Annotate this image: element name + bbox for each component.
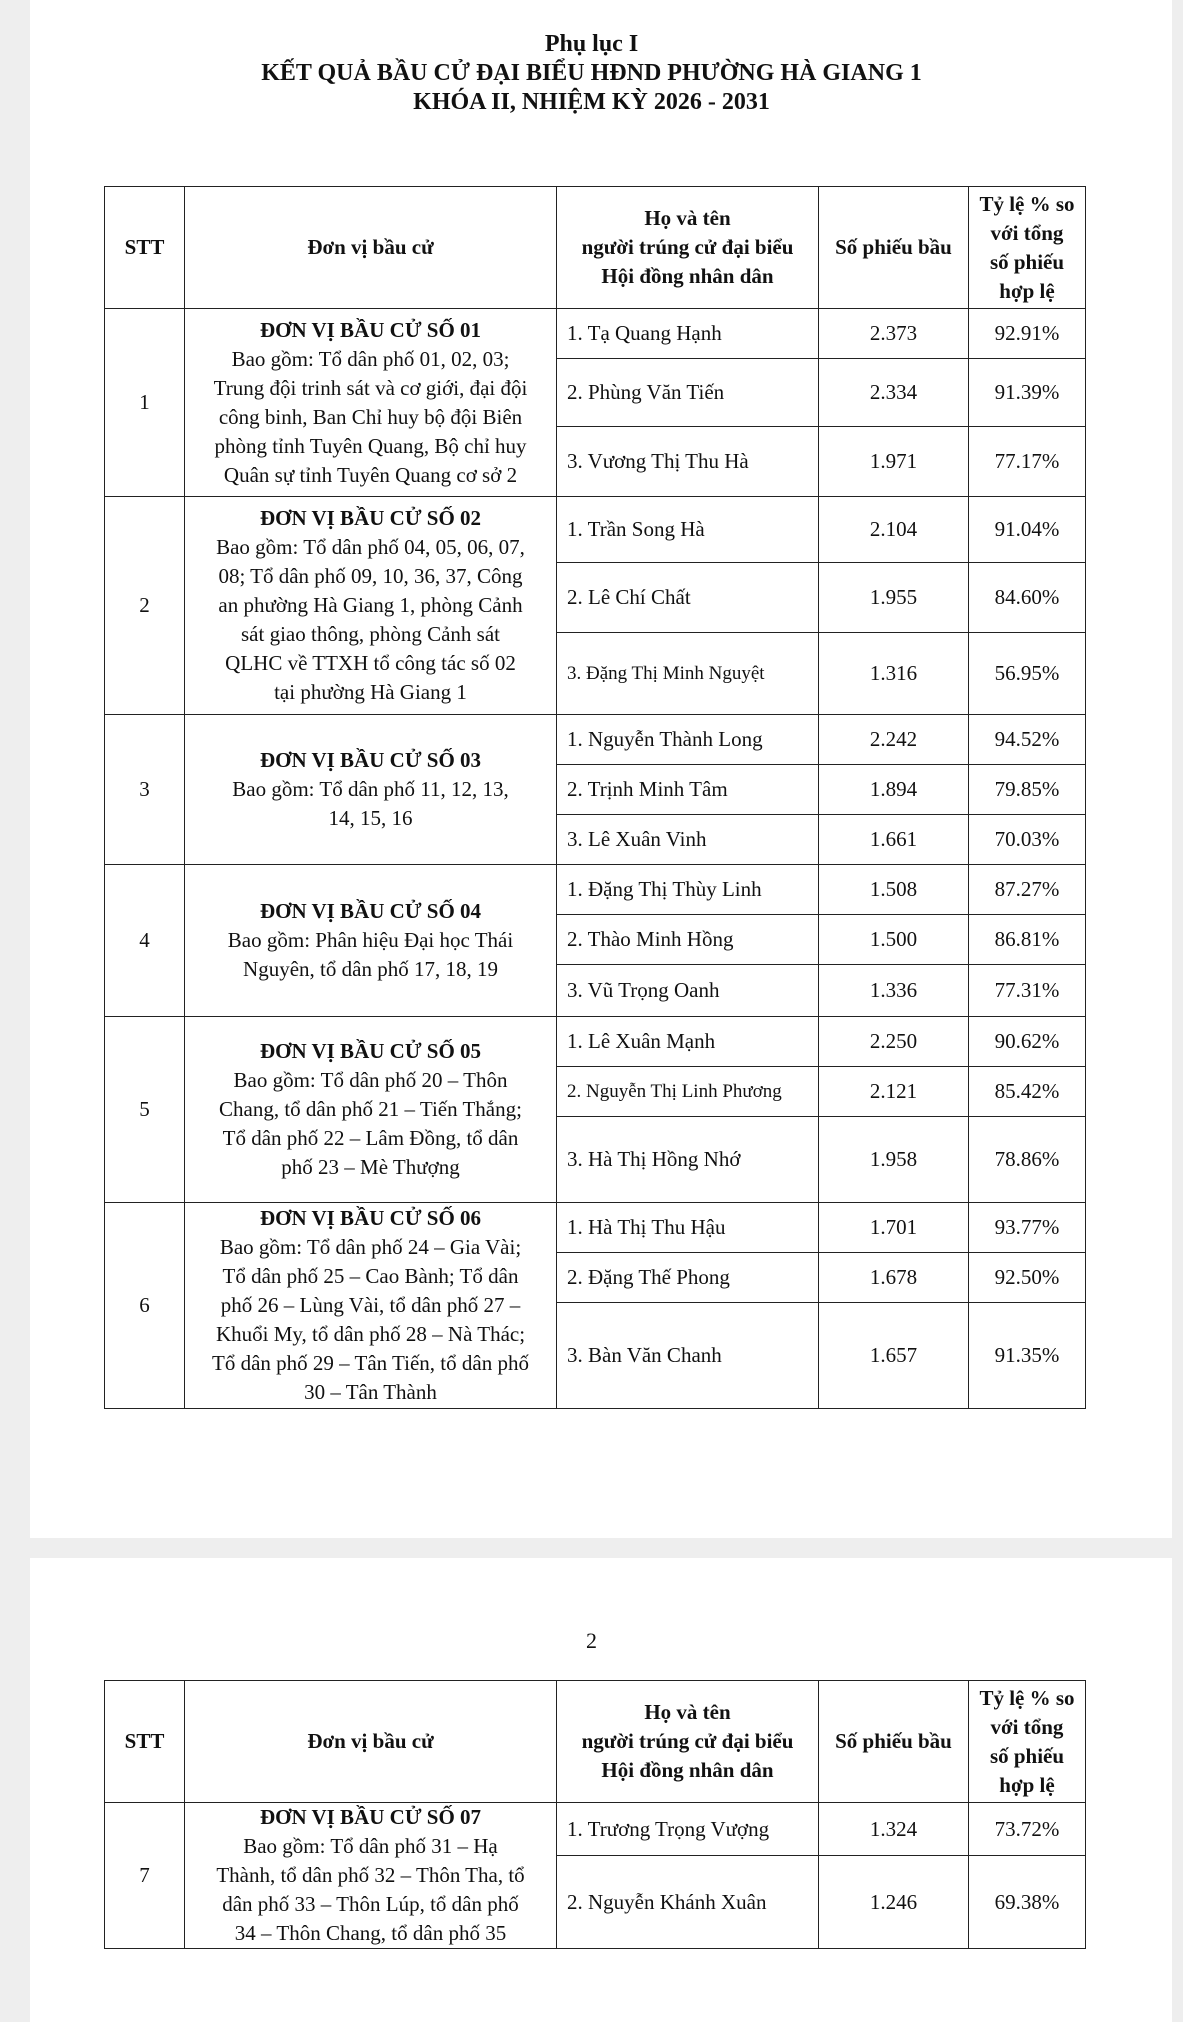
vote-percentage: 85.42% <box>969 1067 1086 1117</box>
candidate-name: 3. Vương Thị Thu Hà <box>557 427 819 497</box>
unit-description-line: an phường Hà Giang 1, phòng Cảnh <box>218 593 523 617</box>
unit-description-line: Bao gồm: Tổ dân phố 01, 02, 03; <box>231 346 510 371</box>
unit-description-line: sát giao thông, phòng Cảnh sát <box>241 622 500 646</box>
appendix-title: Phụ lục I <box>544 31 639 57</box>
unit-description-line: phố 23 – Mè Thượng <box>281 1155 460 1179</box>
vote-percentage: 77.17% <box>969 427 1086 497</box>
candidate-name: 3. Vũ Trọng Oanh <box>557 965 819 1017</box>
header-name <box>557 187 819 309</box>
vote-percentage: 70.03% <box>969 815 1086 865</box>
vote-percentage: 93.77% <box>969 1203 1086 1253</box>
header-pct-line: với tổng <box>990 220 1064 245</box>
table-row <box>105 309 1086 359</box>
term-title: KHÓA II, NHIỆM KỲ 2026 - 2031 <box>413 89 770 115</box>
vote-percentage: 56.95% <box>969 633 1086 715</box>
vote-percentage: 86.81% <box>969 915 1086 965</box>
vote-percentage: 87.27% <box>969 865 1086 915</box>
header-name-line: Hội đồng nhân dân <box>601 264 774 288</box>
vote-count: 1.971 <box>819 427 969 497</box>
header-votes: Số phiếu bầu <box>819 1681 969 1803</box>
table-header-row <box>105 187 1086 309</box>
unit-description-line: Tổ dân phố 29 – Tân Tiến, tổ dân phố <box>212 1351 529 1375</box>
unit-description-line: công binh, Ban Chỉ huy bộ đội Biên <box>218 404 523 429</box>
candidate-name: 3. Bàn Văn Chanh <box>557 1303 819 1409</box>
vote-count: 1.500 <box>819 915 969 965</box>
vote-percentage: 91.04% <box>969 497 1086 563</box>
header-stt: STT <box>105 1681 185 1803</box>
candidate-name: 2. Phùng Văn Tiến <box>557 359 819 427</box>
header-votes: Số phiếu bầu <box>819 187 969 309</box>
vote-count: 2.104 <box>819 497 969 563</box>
unit-description-line: Bao gồm: Tổ dân phố 31 – Hạ <box>243 1834 498 1858</box>
unit-stt: 1 <box>105 309 185 497</box>
unit-description-line: Nguyên, tổ dân phố 17, 18, 19 <box>243 957 498 981</box>
header-name-line: Họ và tên <box>644 206 731 230</box>
vote-count: 2.250 <box>819 1017 969 1067</box>
candidate-name: 2. Đặng Thế Phong <box>557 1253 819 1303</box>
vote-percentage: 77.31% <box>969 965 1086 1017</box>
table-row <box>105 715 1086 765</box>
header-pct-line: hợp lệ <box>999 1772 1055 1797</box>
table-header-row <box>105 1681 1086 1803</box>
header-pct-line: số phiếu <box>989 249 1065 274</box>
vote-percentage: 91.39% <box>969 359 1086 427</box>
candidate-name: 1. Đặng Thị Thùy Linh <box>557 865 819 915</box>
unit-description-line: Tổ dân phố 22 – Lâm Đồng, tổ dân <box>222 1126 519 1150</box>
candidate-name: 2. Lê Chí Chất <box>557 563 819 633</box>
header-pct <box>969 1681 1086 1803</box>
header-name-line: người trúng cử đại biểu <box>581 1729 794 1753</box>
vote-percentage: 73.72% <box>969 1803 1086 1856</box>
vote-count: 2.242 <box>819 715 969 765</box>
unit-heading: ĐƠN VỊ BẦU CỬ SỐ 07 <box>259 1805 482 1829</box>
vote-percentage: 91.35% <box>969 1303 1086 1409</box>
unit-heading: ĐƠN VỊ BẦU CỬ SỐ 02 <box>259 506 482 530</box>
unit-stt: 7 <box>105 1803 185 1949</box>
vote-count: 1.508 <box>819 865 969 915</box>
vote-count: 1.661 <box>819 815 969 865</box>
unit-stt: 5 <box>105 1017 185 1203</box>
unit-description-line: 08; Tổ dân phố 09, 10, 36, 37, Công <box>218 564 523 588</box>
unit-description <box>185 865 557 1017</box>
unit-description-line: Tổ dân phố 25 – Cao Bành; Tổ dân <box>222 1264 519 1288</box>
unit-description-line: dân phố 33 – Thôn Lúp, tổ dân phố <box>222 1892 519 1916</box>
candidate-name: 1. Tạ Quang Hạnh <box>557 309 819 359</box>
candidate-name: 3. Hà Thị Hồng Nhớ <box>557 1117 819 1203</box>
unit-description-line: 34 – Thôn Chang, tổ dân phố 35 <box>234 1921 507 1945</box>
unit-description-line: Chang, tổ dân phố 21 – Tiến Thắng; <box>219 1097 522 1121</box>
table-row <box>105 1017 1086 1067</box>
unit-description-line: phố 26 – Lùng Vài, tổ dân phố 27 – <box>220 1293 521 1317</box>
header-stt: STT <box>105 187 185 309</box>
unit-description-line: Thành, tổ dân phố 32 – Thôn Tha, tổ <box>216 1863 525 1887</box>
header-name-line: người trúng cử đại biểu <box>581 235 794 259</box>
vote-count: 1.955 <box>819 563 969 633</box>
unit-description-line: Bao gồm: Tổ dân phố 24 – Gia Vài; <box>219 1235 522 1259</box>
vote-percentage: 79.85% <box>969 765 1086 815</box>
vote-percentage: 90.62% <box>969 1017 1086 1067</box>
table-row <box>105 1803 1086 1856</box>
unit-description-line: QLHC về TTXH tổ công tác số 02 <box>225 651 516 675</box>
candidate-name: 1. Trương Trọng Vượng <box>557 1803 819 1856</box>
candidate-name: 1. Hà Thị Thu Hậu <box>557 1203 819 1253</box>
unit-description <box>185 497 557 715</box>
header-unit: Đơn vị bầu cử <box>185 187 557 309</box>
header-pct-line: hợp lệ <box>999 278 1055 303</box>
header-unit: Đơn vị bầu cử <box>185 1681 557 1803</box>
unit-heading: ĐƠN VỊ BẦU CỬ SỐ 06 <box>259 1206 482 1230</box>
candidate-name: 2. Nguyễn Khánh Xuân <box>557 1856 819 1949</box>
unit-stt: 3 <box>105 715 185 865</box>
unit-description <box>185 715 557 865</box>
unit-description-line: Khuổi My, tổ dân phố 28 – Nà Thác; <box>215 1322 526 1346</box>
unit-description-line: tại phường Hà Giang 1 <box>274 680 467 704</box>
vote-count: 1.678 <box>819 1253 969 1303</box>
header-pct-line: với tổng <box>990 1714 1064 1739</box>
unit-heading: ĐƠN VỊ BẦU CỬ SỐ 05 <box>259 1039 482 1063</box>
vote-count: 1.958 <box>819 1117 969 1203</box>
vote-count: 2.334 <box>819 359 969 427</box>
unit-description-line: Bao gồm: Tổ dân phố 20 – Thôn <box>233 1068 508 1092</box>
unit-description-line: phòng tỉnh Tuyên Quang, Bộ chỉ huy <box>214 433 527 458</box>
vote-count: 2.373 <box>819 309 969 359</box>
vote-count: 1.657 <box>819 1303 969 1409</box>
header-name-line: Họ và tên <box>644 1700 731 1724</box>
candidate-name: 3. Lê Xuân Vinh <box>557 815 819 865</box>
unit-description <box>185 309 557 497</box>
header-name <box>557 1681 819 1803</box>
vote-count: 1.324 <box>819 1803 969 1856</box>
unit-description <box>185 1803 557 1949</box>
candidate-name: 2. Trịnh Minh Tâm <box>557 765 819 815</box>
unit-description-line: Bao gồm: Tổ dân phố 04, 05, 06, 07, <box>216 535 525 559</box>
header-name-line: Hội đồng nhân dân <box>601 1758 774 1782</box>
unit-description-line: Quân sự tỉnh Tuyên Quang cơ sở 2 <box>223 462 518 487</box>
candidate-name: 1. Trần Song Hà <box>557 497 819 563</box>
header-pct <box>969 187 1086 309</box>
candidate-name: 3. Đặng Thị Minh Nguyệt <box>557 633 819 715</box>
candidate-name: 2. Thào Minh Hồng <box>557 915 819 965</box>
unit-heading: ĐƠN VỊ BẦU CỬ SỐ 04 <box>259 899 482 923</box>
vote-count: 2.121 <box>819 1067 969 1117</box>
page-number: 2 <box>586 1628 597 1653</box>
unit-heading: ĐƠN VỊ BẦU CỬ SỐ 03 <box>259 748 482 772</box>
unit-description-line: Bao gồm: Tổ dân phố 11, 12, 13, <box>232 777 509 801</box>
vote-count: 1.336 <box>819 965 969 1017</box>
candidate-name: 1. Lê Xuân Mạnh <box>557 1017 819 1067</box>
vote-count: 1.316 <box>819 633 969 715</box>
vote-count: 1.701 <box>819 1203 969 1253</box>
header-pct-line: Tỷ lệ % so <box>979 191 1075 216</box>
vote-percentage: 94.52% <box>969 715 1086 765</box>
vote-percentage: 78.86% <box>969 1117 1086 1203</box>
header-pct-line: Tỷ lệ % so <box>979 1685 1075 1710</box>
table-row <box>105 497 1086 563</box>
table-row <box>105 865 1086 915</box>
candidate-name: 1. Nguyễn Thành Long <box>557 715 819 765</box>
vote-count: 1.894 <box>819 765 969 815</box>
header-pct-line: số phiếu <box>989 1743 1065 1768</box>
unit-description <box>185 1203 557 1409</box>
vote-count: 1.246 <box>819 1856 969 1949</box>
document-title <box>0 30 1183 117</box>
results-table-page-1 <box>104 186 1086 1409</box>
unit-description-line: Trung đội trinh sát và cơ giới, đại đội <box>213 375 528 400</box>
unit-stt: 4 <box>105 865 185 1017</box>
unit-description-line: 30 – Tân Thành <box>304 1380 437 1404</box>
unit-stt: 6 <box>105 1203 185 1409</box>
unit-description-line: Bao gồm: Phân hiệu Đại học Thái <box>227 928 514 952</box>
vote-percentage: 69.38% <box>969 1856 1086 1949</box>
main-title: KẾT QUẢ BẦU CỬ ĐẠI BIỂU HĐND PHƯỜNG HÀ GIANG 1 <box>261 60 922 86</box>
unit-stt: 2 <box>105 497 185 715</box>
vote-percentage: 92.50% <box>969 1253 1086 1303</box>
table-row <box>105 1203 1086 1253</box>
unit-description-line: 14, 15, 16 <box>328 806 413 830</box>
unit-description <box>185 1017 557 1203</box>
results-table-page-2 <box>104 1680 1086 1949</box>
candidate-name: 2. Nguyễn Thị Linh Phương <box>557 1067 819 1117</box>
vote-percentage: 84.60% <box>969 563 1086 633</box>
vote-percentage: 92.91% <box>969 309 1086 359</box>
unit-heading: ĐƠN VỊ BẦU CỬ SỐ 01 <box>259 317 482 342</box>
